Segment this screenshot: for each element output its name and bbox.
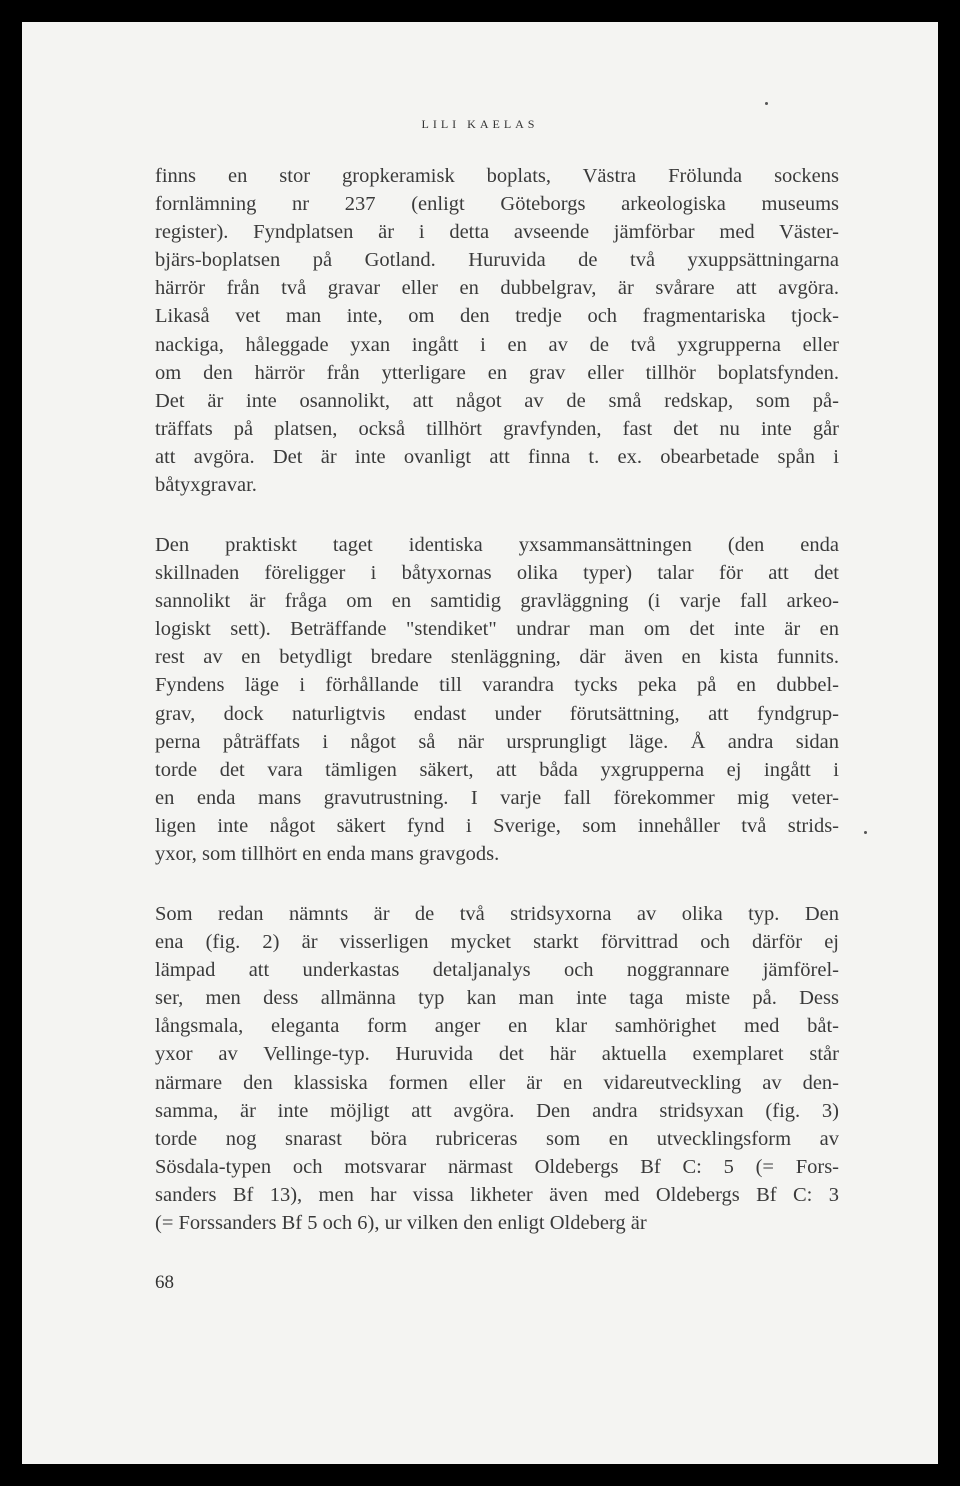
scan-speck xyxy=(864,831,867,834)
text-line: Den praktiskt taget identiska yxsammansättningen (den enda xyxy=(155,534,839,556)
text-line: Fyndens läge i förhållande till varandra tycks peka på en dubbel- xyxy=(155,674,839,697)
text-line: träffats på platsen, också tillhört gravfynden, fast det nu inte går xyxy=(155,417,839,440)
text-line: sanders Bf 13), men har vissa likheter även med Oldebergs Bf C: 3 xyxy=(155,1183,839,1206)
paragraph-2 xyxy=(155,531,839,868)
text-line: Sösdala-typen och motsvarar närmast Oldebergs Bf C: 5 (= Fors- xyxy=(155,1155,839,1178)
text-line: långsmala, eleganta form anger en klar samhörighet med båt- xyxy=(155,1015,839,1038)
paragraph-3 xyxy=(155,900,839,1237)
text-line: ser, men dess allmänna typ kan man inte taga miste på. Dess xyxy=(155,987,839,1010)
text-line: perna påträffats i något så när ursprungligt läge. Å andra sidan xyxy=(155,730,839,753)
text-line: samma, är inte möjligt att avgöra. Den andra stridsyxan (fig. 3) xyxy=(155,1099,839,1122)
text-line: fornlämning nr 237 (enligt Göteborgs arkeologiska museums xyxy=(155,193,839,216)
text-line: en enda mans gravutrustning. I varje fall förekommer mig veter- xyxy=(155,786,839,809)
text-line: bjärs-boplatsen på Gotland. Huruvida de två yxuppsättningarna xyxy=(155,249,839,272)
text-line: yxor av Vellinge-typ. Huruvida det här aktuella exemplaret står xyxy=(155,1043,839,1066)
text-line: logiskt sett). Beträffande "stendiket" undrar man om det inte är en xyxy=(155,618,839,641)
scan-speck xyxy=(765,102,768,105)
text-line: Som redan nämnts är de två stridsyxorna av olika typ. Den xyxy=(155,903,839,925)
text-line: att avgöra. Det är inte ovanligt att finna t. ex. obearbetade spån i xyxy=(155,445,839,468)
text-line: grav, dock naturligtvis endast under förutsättning, att fyndgrup- xyxy=(155,702,839,725)
text-line: register). Fyndplatsen är i detta avseende jämförbar med Väster- xyxy=(155,221,839,244)
text-line: sannolikt är fråga om en samtidig gravläggning (i varje fall arkeo- xyxy=(155,590,839,613)
text-line: om den härrör från ytterligare en grav eller tillhör boplatsfynden. xyxy=(155,361,839,384)
page-number: 68 xyxy=(155,1272,174,1293)
text-line: härrör från två gravar eller en dubbelgrav, är svårare att avgöra. xyxy=(155,277,839,300)
text-line: Det är inte osannolikt, att något av de små redskap, som på- xyxy=(155,389,839,412)
text-line: ligen inte något säkert fynd i Sverige, som innehåller två strids- xyxy=(155,814,839,837)
text-line: skillnaden föreligger i båtyxornas olika typer) talar för att det xyxy=(155,562,839,585)
text-line: rest av en betydligt bredare stenläggning, där även en kista funnits. xyxy=(155,646,839,669)
text-line: (= Forssanders Bf 5 och 6), ur vilken den enligt Oldeberg är xyxy=(155,1212,647,1235)
text-line: båtyxgravar. xyxy=(155,474,257,497)
text-line: finns en stor gropkeramisk boplats, Västra Frölunda sockens xyxy=(155,165,839,187)
text-line: torde nog snarast böra rubriceras som en utvecklingsform av xyxy=(155,1127,839,1150)
text-line: Likaså vet man inte, om den tredje och fragmentariska tjock- xyxy=(155,305,839,328)
text-line: lämpad att underkastas detaljanalys och noggrannare jämförel- xyxy=(155,959,839,982)
text-line: närmare den klassiska formen eller är en vidareutveckling av den- xyxy=(155,1071,839,1094)
text-line: yxor, som tillhört en enda mans gravgods. xyxy=(155,843,500,866)
paragraph-1 xyxy=(155,162,839,499)
book-page xyxy=(22,22,938,1464)
text-line: nackiga, håleggade yxan ingått i en av de två yxgrupperna eller xyxy=(155,333,839,356)
text-line: torde det vara tämligen säkert, att båda yxgrupperna ej ingått i xyxy=(155,758,839,781)
text-line: ena (fig. 2) är visserligen mycket starkt förvittrad och därför ej xyxy=(155,931,839,954)
running-header: LILI KAELAS xyxy=(421,117,539,131)
